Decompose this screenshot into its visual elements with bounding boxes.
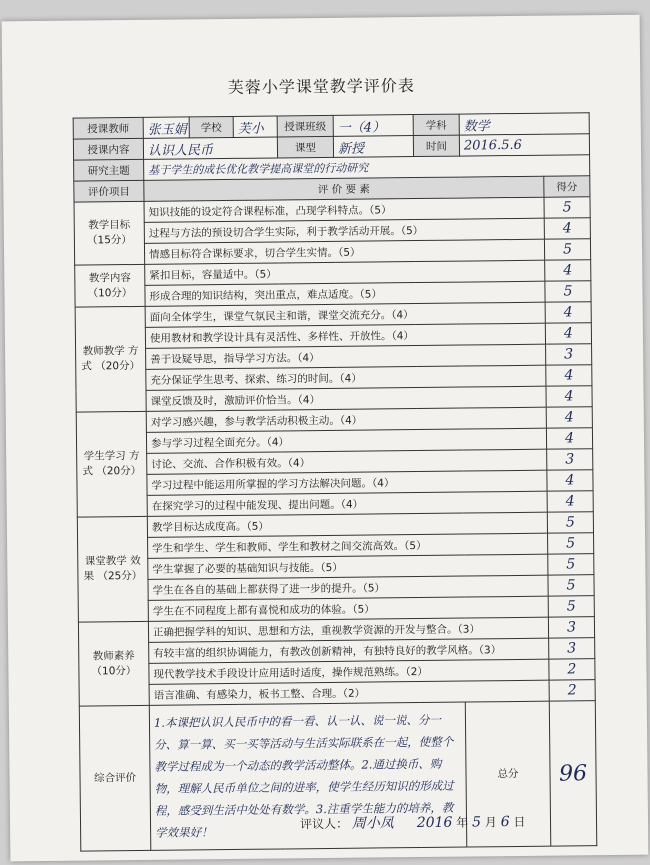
total-label: 总分 (465, 701, 551, 847)
criterion-text: 教学目标达成度高。（5） (147, 512, 547, 537)
criterion-score: 4 (544, 218, 590, 239)
sign-year-unit: 年 (456, 815, 469, 830)
criterion-score: 4 (545, 323, 591, 344)
sign-month: 5 (471, 814, 482, 831)
criterion-text: 充分保证学生思考、探索、练习的时间。（4） (146, 365, 546, 390)
criterion-score: 4 (545, 260, 591, 281)
criterion-text: 现代教学技术手段设计应用适时适度，操作规范熟练。（2） (149, 659, 549, 684)
time-label: 时间 (413, 135, 459, 156)
criterion-score: 3 (547, 449, 593, 470)
criterion-score: 5 (548, 575, 594, 596)
summary-label: 综合评价 (79, 705, 151, 851)
criterion-text: 语言准确、有感染力，板书工整、合理。（2） (149, 680, 549, 705)
section-name: 学生学习 方式 （20分） (76, 411, 147, 517)
criterion-score: 4 (546, 428, 592, 449)
criterion-score: 5 (548, 596, 594, 617)
school-label: 学校 (189, 116, 233, 137)
teacher-label: 授课教师 (73, 117, 143, 139)
criterion-score: 5 (544, 239, 590, 260)
evaluation-table (73, 112, 598, 851)
criterion-text: 参与学习过程全面充分。（4） (146, 428, 546, 453)
criterion-score: 4 (546, 365, 592, 386)
sign-month-unit: 月 (484, 815, 497, 830)
criterion-score: 4 (547, 470, 593, 491)
criterion-text: 知识技能的设定符合课程标准，凸现学科特点。（5） (144, 197, 544, 222)
criterion-text: 讨论、交流、合作积极有效。（4） (147, 449, 547, 474)
criterion-text: 对学习感兴趣，参与教学活动积极主动。（4） (146, 407, 546, 432)
criterion-score: 2 (549, 659, 595, 680)
class-value: 一（4） (333, 115, 413, 137)
criterion-text: 课堂反馈及时，激励评价恰当。（4） (146, 386, 546, 411)
criterion-text: 学生掌握了必要的基础知识与技能。（5） (148, 554, 548, 579)
class-label: 授课班级 (277, 115, 333, 137)
criterion-text: 正确把握学科的知识、思想和方法，重视教学资源的开发与整合。（3） (148, 617, 548, 642)
subject-value: 数学 (459, 113, 589, 135)
section-name: 教学内容 （10分） (75, 264, 145, 307)
criterion-text: 善于设疑导思，指导学习方法。（4） (146, 344, 546, 369)
criterion-text: 面向全体学生，课堂气氛民主和谐，课堂交流充分。（4） (145, 302, 545, 327)
evaluator-label: 评议人： (299, 816, 349, 832)
section-name: 课堂教学 效果 （25分） (77, 516, 148, 622)
sign-year: 2016 (416, 814, 453, 832)
criterion-text: 学生在各自的基础上都获得了进一步的提升。（5） (148, 575, 548, 600)
page-title: 芙蓉小学课堂教学评价表 (227, 76, 415, 97)
criterion-score: 2 (549, 680, 595, 701)
summary-comment: 1.本课把认识人民币中的看一看、认一认、说一说、分一分、算一算、买一买等活动与生活实际联系在一起，使整个教学过程成为一个动态的教学活动整体。2.通过换币、购物，理解人民币单位之间的进率，使学生经历知识的形成过程，感受到生活中处处有数学。3.注重学生能力的培养，教学效果好！ (149, 702, 467, 850)
criterion-text: 形成合理的知识结构，突出重点，难点适度。（5） (145, 281, 545, 306)
criterion-text: 学生和学生、学生和教师、学生和教材之间交流高效。（5） (148, 533, 548, 558)
criterion-score: 5 (548, 533, 594, 554)
school-value: 芙小 (233, 116, 277, 137)
theme-value: 基于学生的成长优化教学提高课堂的行动研究 (144, 155, 590, 181)
factor-label: 评 价 要 素 (144, 176, 544, 201)
criterion-score: 3 (549, 638, 595, 659)
criterion-score: 5 (545, 281, 591, 302)
score-label: 得分 (544, 176, 590, 197)
criterion-score: 4 (546, 386, 592, 407)
criterion-text: 使用教材和教学设计具有灵活性、多样性、开放性。（4） (145, 323, 545, 348)
section-name: 教师素养 （10分） (78, 621, 149, 706)
evaluation-sheet (2, 15, 649, 862)
criterion-text: 在探究学习的过程中能发现、提出问题。（4） (147, 491, 547, 516)
section-name: 教师教学 方式 （20分） (75, 306, 146, 412)
sign-day-unit: 日 (513, 814, 526, 830)
criterion-text: 情感目标符合课标要求，切合学生实情。（5） (144, 239, 544, 264)
criterion-score: 3 (546, 344, 592, 365)
criterion-score: 5 (548, 554, 594, 575)
subject-label: 学科 (413, 114, 459, 135)
item-label: 评价项目 (74, 180, 144, 202)
teacher-value: 张玉娟 (143, 117, 189, 138)
criterion-text: 紧扣目标，容量适中。（5） (145, 260, 545, 285)
sign-day: 6 (500, 814, 510, 831)
section-name: 教学目标 （15分） (74, 201, 145, 265)
criterion-score: 4 (545, 302, 591, 323)
evaluator-value: 周小凤 (351, 815, 394, 832)
criterion-score: 5 (544, 197, 590, 218)
criterion-score: 4 (546, 407, 592, 428)
criterion-score: 5 (547, 512, 593, 533)
criterion-text: 有较丰富的组织协调能力，有教改创新精神，有独特良好的教学风格。（3） (149, 638, 549, 663)
signature-line (300, 811, 526, 833)
type-value: 新授 (333, 136, 413, 158)
total-value: 96 (549, 701, 597, 846)
time-value: 2016.5.6 (459, 134, 589, 156)
criterion-text: 过程与方法的预设切合学生实际，利于教学活动开展。（5） (144, 218, 544, 243)
criterion-text: 学生在不同程度上都有喜悦和成功的体验。（5） (148, 596, 548, 621)
criterion-text: 学习过程中能运用所掌握的学习方法解决问题。（4） (147, 470, 547, 495)
content-value: 认识人民币 (143, 137, 277, 159)
content-label: 授课内容 (73, 138, 143, 160)
criterion-score: 3 (548, 617, 594, 638)
criterion-score: 4 (547, 491, 593, 512)
theme-label: 研究主题 (74, 159, 144, 181)
type-label: 课型 (277, 136, 333, 158)
